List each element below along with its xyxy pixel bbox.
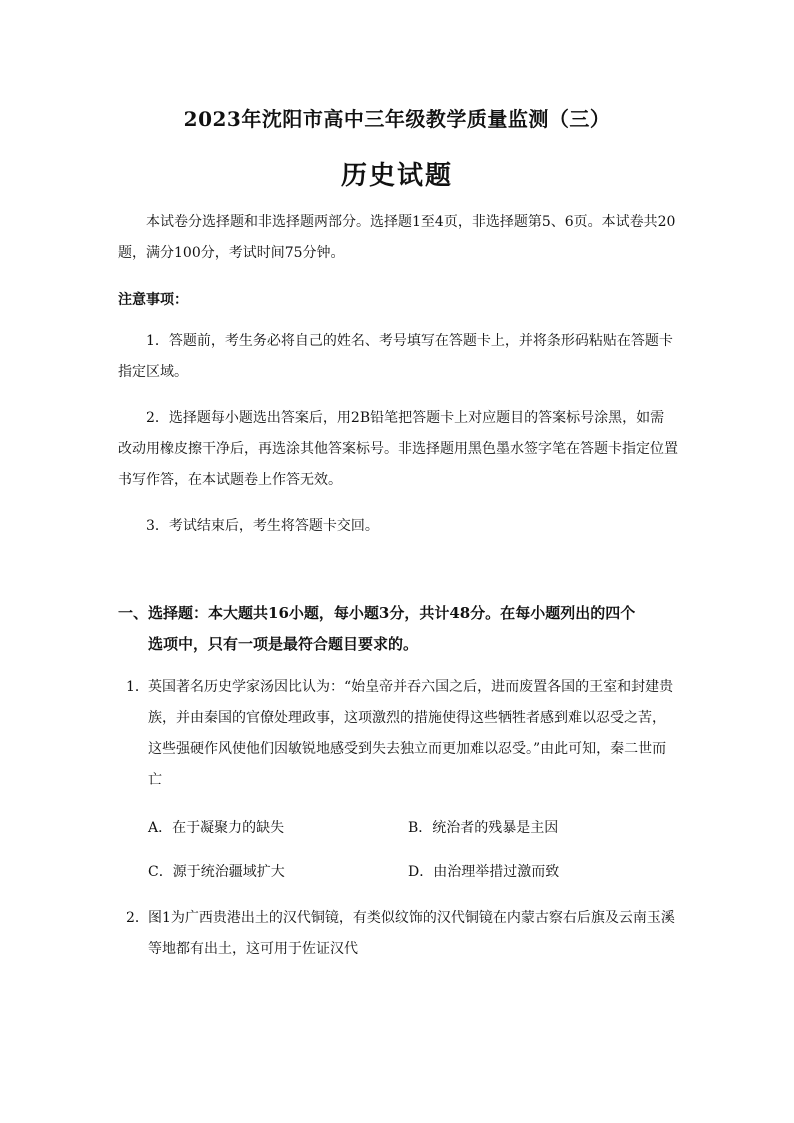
notice-heading: 注意事项： <box>118 292 188 308</box>
question-1-option-d: D．由治理举措过激而致 <box>408 864 560 880</box>
question-1-option-c: C．源于统治疆域扩大 <box>148 864 285 880</box>
question-1-option-b: B．统治者的残暴是主因 <box>408 820 559 836</box>
page-title: 2023年沈阳市高中三年级教学质量监测（三） <box>183 107 611 131</box>
notice-item-3: 3．考试结束后，考生将答题卡交回。 <box>146 518 379 534</box>
intro-paragraph: 本试卷分选择题和非选择题两部分。选择题1至4页，非选择题第5、6页。本试卷共20题，满分100分，考试时间75分钟。 <box>118 214 676 261</box>
question-1-option-a: A．在于凝聚力的缺失 <box>148 820 285 836</box>
question-1-text: 英国著名历史学家汤因比认为：“始皇帝并吞六国之后，进而废置各国的王室和封建贵族，并由秦国的官僚处理政事，这项激烈的措施使得这些牺牲者感到难以忍受之苦，这些强硬作风使他们因敏锐地感受到失去独立而更加难以忍受。”由此可知，秦二世而亡 <box>148 679 674 788</box>
question-2-text: 图1为广西贵港出土的汉代铜镜，有类似纹饰的汉代铜镜在内蒙古察右后旗及云南玉溪等地都有出土，这可用于佐证汉代 <box>148 910 675 957</box>
question-1 <box>126 672 678 796</box>
section-heading-line2: 选项中，只有一项是最符合题目要求的。 <box>148 635 419 653</box>
notice-item-1: 1．答题前，考生务必将自己的姓名、考号填写在答题卡上，并将条形码粘贴在答题卡指定区域。 <box>118 333 673 380</box>
question-2-number: 2． <box>126 910 149 926</box>
section-heading-line1: 一、选择题：本大题共16小题，每小题3分，共计48分。在每小题列出的四个 <box>118 604 636 622</box>
page-subtitle: 历史试题 <box>340 161 453 191</box>
section-heading <box>118 598 678 660</box>
question-1-number: 1． <box>126 679 149 695</box>
question-2 <box>126 903 678 965</box>
notice-item-2: 2．选择题每小题选出答案后，用2B铅笔把答题卡上对应题目的答案标号涂黑，如需改动用橡皮擦干净后，再选涂其他答案标号。非选择题用黑色墨水签字笔在答题卡指定位置书写作答，在本试题卷上作答无效。 <box>118 410 678 488</box>
